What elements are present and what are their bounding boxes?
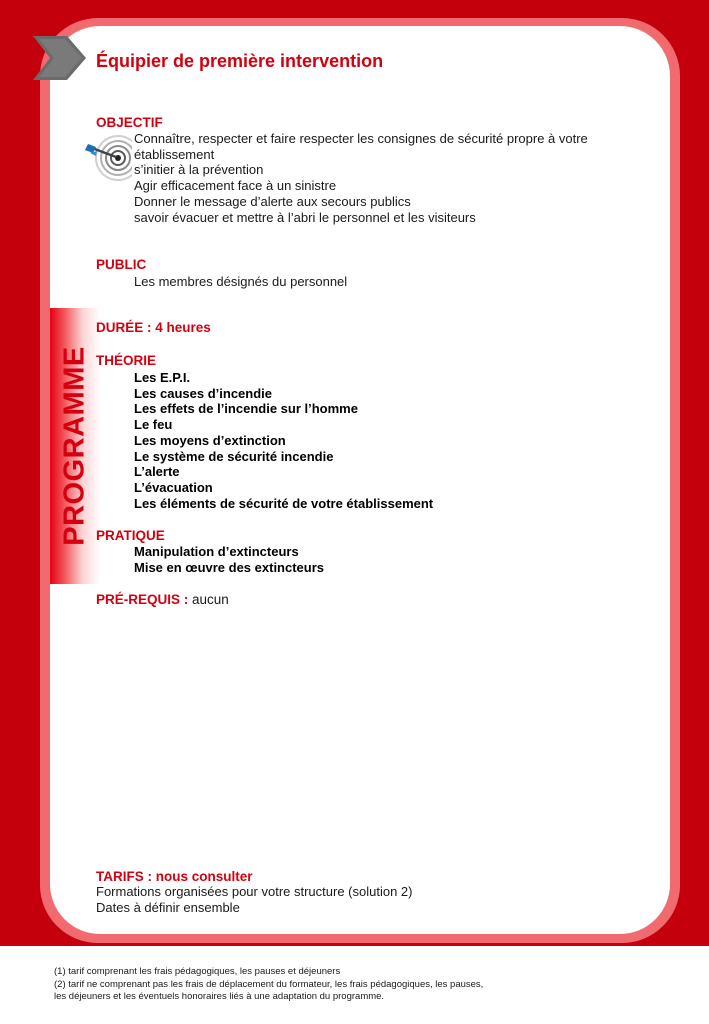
- pratique-heading: PRATIQUE: [96, 528, 165, 543]
- objectif-item: établissement: [134, 146, 215, 162]
- prerequis-value: aucun: [192, 592, 229, 607]
- objectif-list: [134, 131, 588, 225]
- footnote: (2) tarif ne comprenant pas les frais de déplacement du formateur, les frais pédagogiques, les pauses,: [54, 978, 484, 990]
- tarifs-heading: TARIFS : nous consulter: [96, 869, 253, 884]
- footnotes: [54, 966, 483, 1004]
- public-heading: PUBLIC: [96, 257, 147, 272]
- theorie-item: Les éléments de sécurité de votre établissement: [134, 495, 434, 511]
- tarifs-lines: [96, 884, 412, 916]
- theorie-item: Les effets de l’incendie sur l’homme: [134, 401, 358, 417]
- footnote: les déjeuners et les éventuels honoraires liés à une adaptation du programme.: [54, 991, 385, 1002]
- programme-label: PROGRAMME: [58, 346, 91, 546]
- prerequis-line: [96, 592, 229, 607]
- theorie-item: L’alerte: [134, 464, 180, 480]
- theorie-item: L’évacuation: [134, 479, 213, 495]
- objectif-item: Connaître, respecter et faire respecter les consignes de sécurité propre à votre: [134, 131, 588, 146]
- pratique-item: Manipulation d’extincteurs: [134, 544, 299, 559]
- prerequis-heading: PRÉ-REQUIS :: [96, 592, 189, 607]
- page-title: Équipier de première intervention: [96, 51, 384, 71]
- target-dart-icon: [80, 134, 132, 184]
- pratique-item: Mise en œuvre des extincteurs: [134, 559, 325, 575]
- duree-heading: DURÉE : 4 heures: [96, 320, 211, 335]
- theorie-item: Le feu: [134, 417, 173, 433]
- objectif-item: s’initier à la prévention: [134, 162, 264, 178]
- theorie-list: [134, 370, 433, 511]
- pratique-list: [134, 544, 324, 575]
- objectif-heading: OBJECTIF: [96, 115, 163, 130]
- theorie-item: Les moyens d’extinction: [134, 432, 286, 448]
- footnote: (1) tarif comprenant les frais pédagogiques, les pauses et déjeuners: [54, 966, 341, 977]
- objectif-item: Agir efficacement face à un sinistre: [134, 178, 337, 194]
- theorie-item: Le système de sécurité incendie: [134, 448, 334, 464]
- objectif-item: Donner le message d’alerte aux secours publics: [134, 193, 411, 209]
- objectif-item: savoir évacuer et mettre à l’abri le personnel et les visiteurs: [134, 209, 476, 225]
- tarifs-line: Formations organisées pour votre structure (solution 2): [96, 884, 413, 899]
- theorie-item: Les causes d’incendie: [134, 385, 273, 401]
- theorie-item: Les E.P.I.: [134, 370, 191, 385]
- theorie-heading: THÉORIE: [96, 353, 157, 368]
- public-text: Les membres désignés du personnel: [134, 274, 348, 289]
- chevron-right-icon: [33, 35, 87, 81]
- tarifs-line: Dates à définir ensemble: [96, 900, 240, 915]
